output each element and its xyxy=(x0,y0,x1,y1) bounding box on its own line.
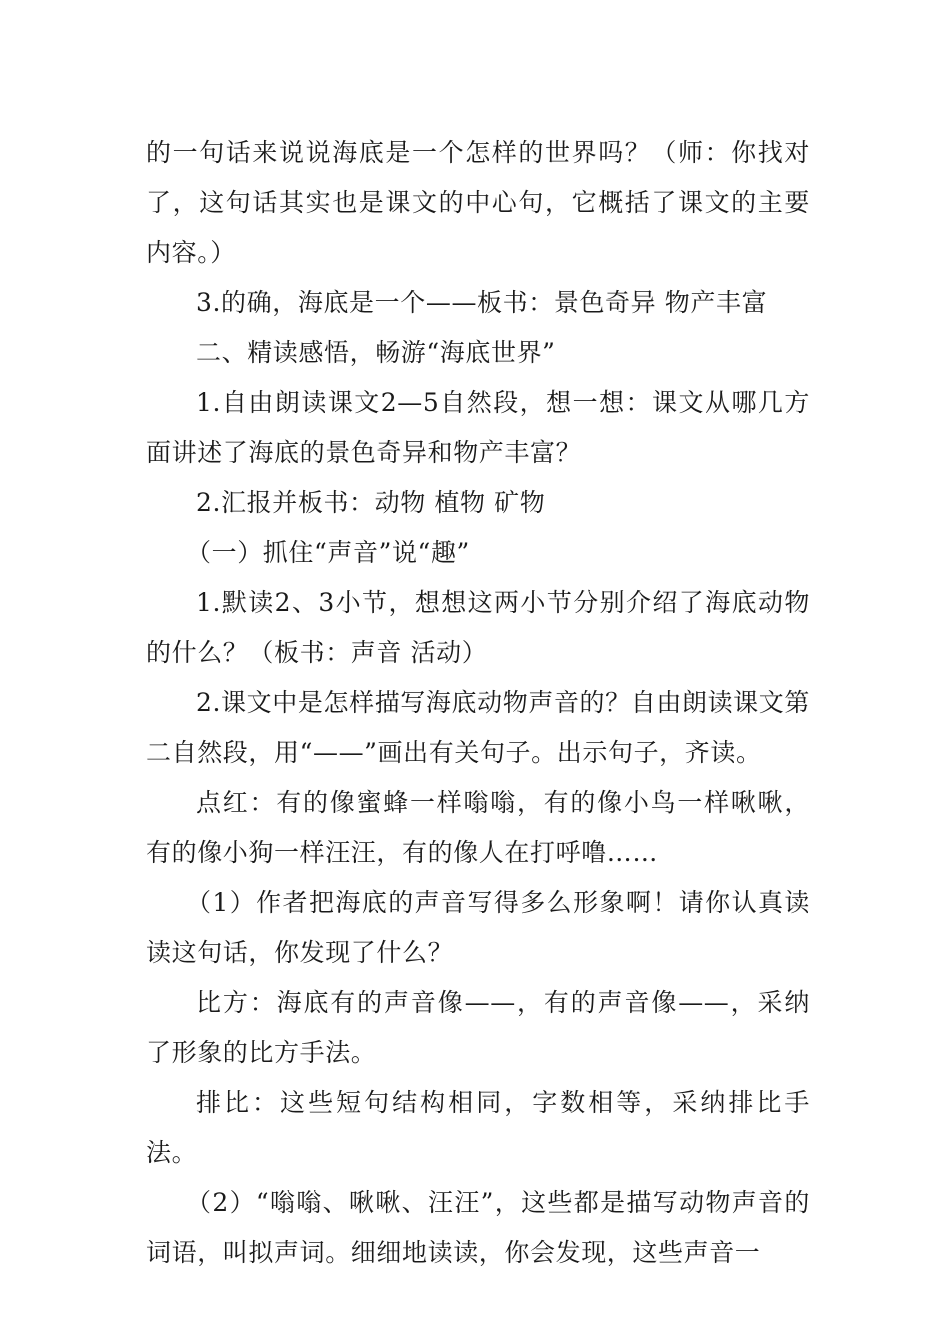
paragraph-13: （2）“嗡嗡、啾啾、汪汪”，这些都是描写动物声音的词语，叫拟声词。细细地读读，你会发现，这些声音一 xyxy=(146,1188,810,1267)
paragraph-9: 点红：有的像蜜蜂一样嗡嗡，有的像小鸟一样啾啾，有的像小狗一样汪汪，有的像人在打呼噜…… xyxy=(146,788,810,867)
document-page xyxy=(146,128,810,1278)
paragraph-11: 比方：海底有的声音像——，有的声音像——，采纳了形象的比方手法。 xyxy=(146,988,810,1067)
paragraph-1: 的一句话来说说海底是一个怎样的世界吗？（师：你找对了，这句话其实也是课文的中心句，它概括了课文的主要内容。） xyxy=(146,138,810,267)
paragraph-5: 2.汇报并板书：动物 植物 矿物 xyxy=(196,488,546,517)
subsection-heading-1: （一）抓住“声音”说“趣” xyxy=(186,538,470,567)
paragraph-2: 3.的确，海底是一个——板书：景色奇异 物产丰富 xyxy=(196,288,768,317)
paragraph-8: 2.课文中是怎样描写海底动物声音的？自由朗读课文第二自然段，用“——”画出有关句子。出示句子，齐读。 xyxy=(146,688,810,767)
section-heading-2: 二、精读感悟，畅游“海底世界” xyxy=(196,338,556,367)
paragraph-4: 1.自由朗读课文2—5自然段，想一想：课文从哪几方面讲述了海底的景色奇异和物产丰富？ xyxy=(146,388,810,467)
paragraph-12: 排比：这些短句结构相同，字数相等，采纳排比手法。 xyxy=(146,1088,810,1167)
paragraph-10: （1）作者把海底的声音写得多么形象啊！请你认真读读这句话，你发现了什么？ xyxy=(146,888,810,967)
paragraph-7: 1.默读2、3小节，想想这两小节分别介绍了海底动物的什么？（板书：声音 活动） xyxy=(146,588,810,667)
